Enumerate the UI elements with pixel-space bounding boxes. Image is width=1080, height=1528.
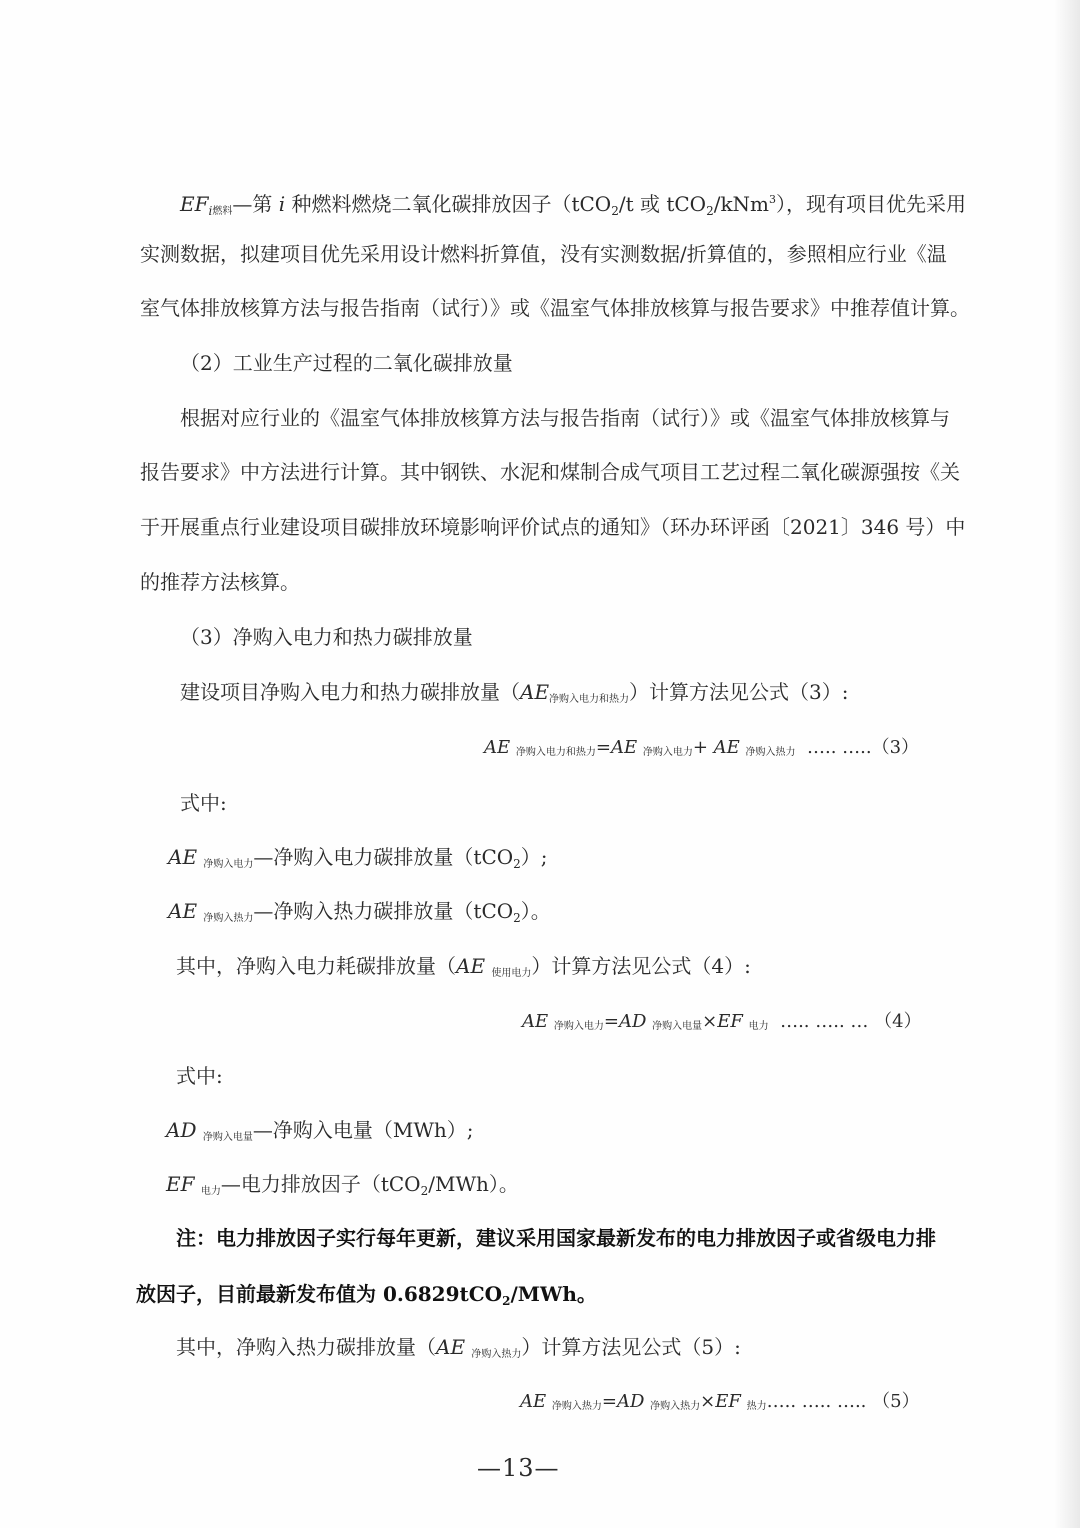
eq5-sub2: 净购入热力 (650, 1401, 701, 1412)
eq4-ef: EF (717, 1011, 743, 1032)
eq5-sub3: 热力 (746, 1401, 767, 1412)
paragraph-1-line-2: 实测数据，拟建项目优先采用设计燃料折算值，没有实测数据/折算值的，参照相应行业《温 (140, 242, 947, 266)
equation-3 (484, 734, 919, 767)
paragraph-2-line-3: 于开展重点行业建设项目碳排放环境影响评价试点的通知》（环办环评函〔2021〕346 号）中 (140, 515, 966, 539)
para5-symbol: AE (436, 1335, 466, 1359)
paragraph-2-line-1: 根据对应行业的《温室气体排放核算方法与报告指南（试行）》或《温室气体排放核算与 (180, 406, 950, 430)
eq4-sub3: 电力 (748, 1021, 769, 1032)
eq3-number: （3） (871, 737, 920, 758)
ef-elec-end: /MWh）。 (428, 1172, 519, 1196)
para3-text-b: ）计算方法见公式（3）: (629, 680, 849, 704)
eq3-ae3: AE (713, 737, 740, 758)
para3-subscript: 净购入电力和热力 (549, 694, 630, 705)
ef-subscript: 燃料 (212, 206, 233, 217)
ae-elec-text: —净购入电力碳排放量（tCO (253, 845, 514, 869)
ef-co2-sub-b: 2 (706, 204, 714, 218)
paragraph-1-line-3: 室气体排放核算方法与报告指南（试行）》或《温室气体排放核算与报告要求》中推荐值计算。 (140, 296, 970, 320)
ef-index: i (208, 204, 213, 218)
para5-subscript: 净购入热力 (471, 1349, 522, 1360)
page-number: —13— (477, 1454, 560, 1482)
eq3-ae2: AE (610, 737, 638, 758)
note-line2-text-a: 放因子，目前最新发布值为 0.6829tCO (136, 1282, 503, 1306)
ef-superscript-3: 3 (769, 193, 777, 206)
paragraph-2-line-2: 报告要求》中方法进行计算。其中钢铁、水泥和煤制合成气项目工艺过程二氧化碳源强按《关 (140, 460, 960, 484)
note-line2-text-b: /MWh。 (510, 1282, 597, 1306)
ef-text-b: 种燃料燃烧二氧化碳排放因子（tCO (285, 192, 612, 216)
ef-fuel-definition (180, 186, 966, 226)
equation-5 (520, 1388, 920, 1421)
eq4-times: × (702, 1011, 718, 1032)
ae-heat-symbol: AE (168, 899, 198, 923)
ae-heat-definition (168, 897, 551, 933)
eq4-ad: AD (618, 1011, 647, 1032)
eq4-equals: = (603, 1011, 619, 1032)
ef-co2-sub-a: 2 (611, 204, 619, 218)
para4-subscript: 使用电力 (491, 968, 532, 979)
ef-text-a: —第 (232, 192, 279, 216)
paragraph-3 (180, 678, 849, 714)
ef-elec-subscript: 电力 (200, 1186, 221, 1197)
ef-elec-co2-sub: 2 (420, 1184, 429, 1198)
ad-symbol: AD (166, 1118, 197, 1142)
ae-elec-end: ）; (520, 845, 548, 869)
ae-heat-text: —净购入热力碳排放量（tCO (253, 899, 514, 923)
eq5-sub1: 净购入热力 (551, 1401, 602, 1412)
ef-symbol: EF (180, 192, 209, 216)
ad-subscript: 净购入电量 (202, 1132, 253, 1143)
para4-text-a: 其中，净购入电力耗碳排放量（ (176, 954, 456, 978)
ef-electricity-definition (166, 1170, 519, 1206)
shizhong-label-2: 式中: (176, 1064, 223, 1088)
eq5-equals: = (601, 1391, 617, 1412)
ef-text-c: /t 或 tCO (618, 192, 707, 216)
ae-electricity-definition (168, 843, 548, 879)
eq4-ae: AE (522, 1011, 549, 1032)
eq4-dots: ….. ….. … (780, 1011, 869, 1032)
ad-definition (166, 1116, 474, 1152)
para4-text-b: ）计算方法见公式（4）: (531, 954, 751, 978)
ae-elec-subscript: 净购入电力 (203, 859, 254, 870)
ae-elec-symbol: AE (168, 845, 198, 869)
eq4-sub1: 净购入电力 (553, 1021, 604, 1032)
note-line-1: 注：电力排放因子实行每年更新，建议采用国家最新发布的电力排放因子或省级电力排 (176, 1226, 936, 1250)
paragraph-2-line-4: 的推荐方法核算。 (140, 570, 300, 594)
eq5-dots: ….. ….. ….. (766, 1391, 867, 1412)
eq3-dots: ….. ….. (807, 737, 872, 758)
paragraph-5 (176, 1333, 741, 1369)
ae-elec-co2-sub: 2 (513, 857, 521, 871)
ae-heat-co2-sub: 2 (513, 911, 521, 925)
para5-text-b: ）计算方法见公式（5）: (521, 1335, 741, 1359)
note-co2-sub: 2 (502, 1294, 511, 1308)
section-heading-2: （2）工业生产过程的二氧化碳排放量 (180, 351, 513, 375)
eq3-sub1: 净购入电力和热力 (515, 747, 596, 758)
eq5-ae: AE (520, 1391, 547, 1412)
eq3-ae1: AE (484, 737, 511, 758)
eq4-number: （4） (874, 1011, 922, 1032)
eq3-sub2: 净购入电力 (642, 747, 693, 758)
para3-symbol: AE (520, 680, 550, 704)
ad-text: —净购入电量（MWh）; (252, 1118, 474, 1142)
eq5-ad: AD (616, 1391, 645, 1412)
shizhong-label-1: 式中: (180, 791, 227, 815)
para5-text-a: 其中，净购入热力碳排放量（ (176, 1335, 436, 1359)
eq4-sub2: 净购入电量 (652, 1021, 703, 1032)
para4-symbol: AE (456, 954, 486, 978)
section-heading-3: （3）净购入电力和热力碳排放量 (180, 625, 473, 649)
eq5-ef: EF (715, 1391, 741, 1412)
para3-text-a: 建设项目净购入电力和热力碳排放量（ (180, 680, 520, 704)
ef-elec-text: —电力排放因子（tCO (220, 1172, 421, 1196)
ae-heat-end: ）。 (520, 899, 551, 923)
ef-elec-symbol: EF (166, 1172, 195, 1196)
eq3-plus: + (692, 737, 708, 758)
equation-4 (522, 1008, 922, 1041)
ef-text-e: ），现有项目优先采用 (776, 192, 967, 216)
paragraph-4 (176, 952, 751, 988)
eq3-equals: = (595, 737, 611, 758)
eq5-times: × (700, 1391, 716, 1412)
page-edge-shadow (1054, 0, 1080, 1528)
ef-text-d: /kNm (713, 192, 770, 216)
ef-text-i: i (278, 192, 286, 216)
eq5-number: （5） (872, 1391, 920, 1412)
eq3-sub3: 净购入热力 (745, 747, 796, 758)
note-line-2 (136, 1280, 597, 1315)
ae-heat-subscript: 净购入热力 (203, 913, 254, 924)
